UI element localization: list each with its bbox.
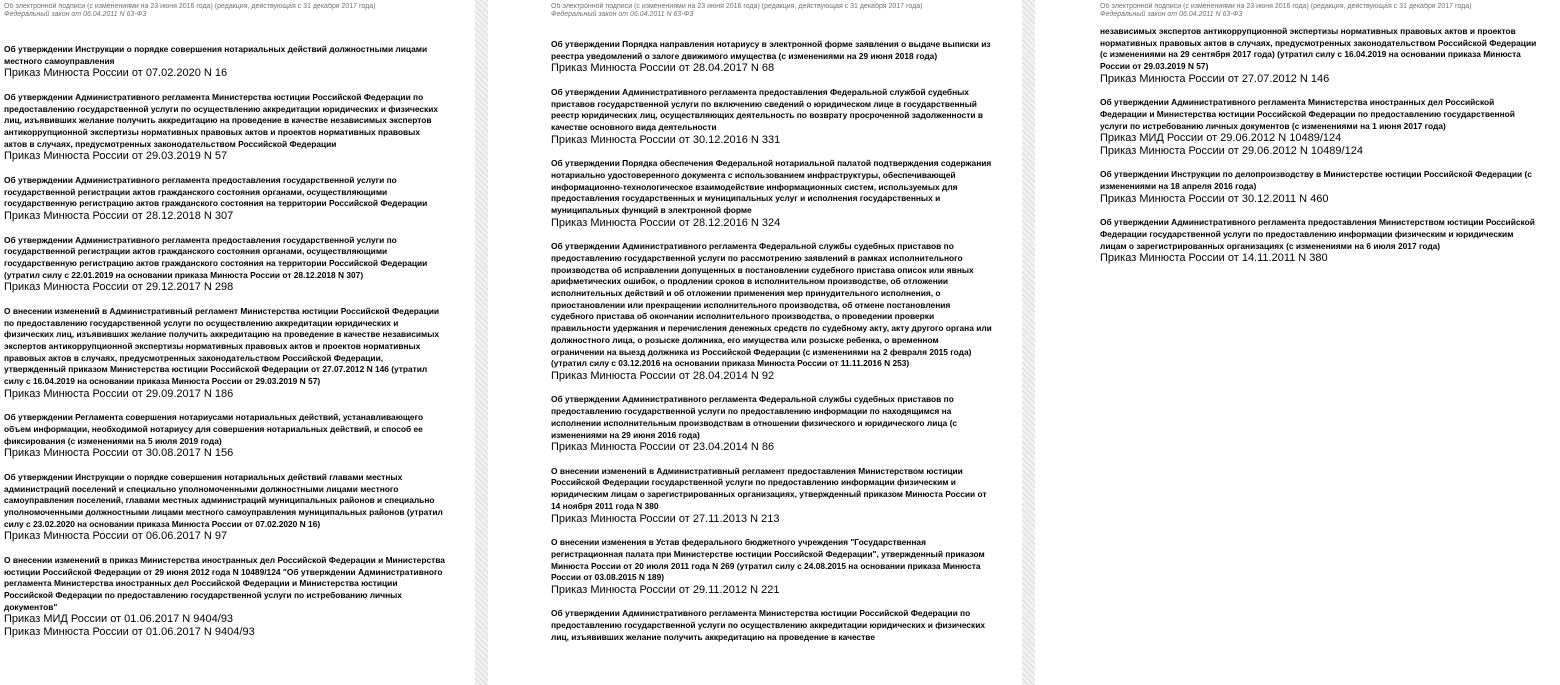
list-item[interactable] bbox=[551, 466, 992, 525]
list-item[interactable] bbox=[551, 158, 992, 229]
list-item[interactable] bbox=[551, 537, 992, 596]
list-item[interactable] bbox=[1100, 26, 1540, 85]
list-item[interactable] bbox=[1100, 169, 1540, 205]
page-gutter bbox=[1022, 0, 1035, 685]
list-item[interactable] bbox=[4, 472, 445, 543]
header-line-1: Об электронной подписи (с изменениями на 23 июня 2016 года) (редакция, действующая с 31 декабря 2017 года) bbox=[551, 3, 923, 10]
entry-order: Приказ Минюста России от 27.11.2013 N 213 bbox=[551, 512, 780, 525]
document-page-2[interactable] bbox=[488, 0, 1022, 685]
entry-order: Приказ Минюста России от 29.09.2017 N 186 bbox=[4, 387, 234, 400]
entry-title[interactable]: Об утверждении Порядка направления нотариусу в электронной форме заявления о выдаче выписки из реестра уведомлений о залоге движимого имущества (с изменениями на 29 июня 2018 года) bbox=[551, 39, 991, 61]
list-item[interactable] bbox=[4, 306, 445, 400]
page-header bbox=[1100, 3, 1540, 19]
list-item[interactable] bbox=[4, 44, 445, 80]
entry-title[interactable]: Об утверждении Инструкции о порядке совершения нотариальных действий главами местных администраций поселений и специально уполномоченными должностными лицами местного самоуправления поселений, главами местных администраций муниципальных районов и специально уполномоченными должностными лицами местного самоуправления муниципальных районов (утратил силу с 23.02.2020 на основании приказа Минюста России от 07.02.2020 N 16) bbox=[4, 471, 443, 529]
entry-order: Приказ Минюста России от 07.02.2020 N 16 bbox=[4, 67, 228, 80]
entry-order: Приказ Минюста России от 29.03.2019 N 57 bbox=[4, 150, 228, 163]
page-header bbox=[4, 3, 445, 19]
entry-order: Приказ Минюста России от 27.07.2012 N 146 bbox=[1100, 72, 1330, 85]
entry-title[interactable]: Об утверждении Порядка обеспечения Федеральной нотариальной палатой подтверждения содержания нотариально удостоверенного документа с использованием инфраструктуры, обеспечивающей информационно-технологическое взаимодействие информационных систем, используемых для предоставления государственных и муниципальных услуг и исполнения государственных и муниципальных функций в электронной форме bbox=[551, 158, 992, 216]
entry-order: Приказ Минюста России от 30.08.2017 N 156 bbox=[4, 447, 234, 460]
list-item[interactable] bbox=[551, 241, 992, 382]
page-header bbox=[551, 3, 992, 19]
list-item[interactable] bbox=[1100, 97, 1540, 157]
entry-order: Приказ Минюста России от 28.04.2017 N 68 bbox=[551, 62, 775, 75]
entry-order: Приказ Минюста России от 28.12.2018 N 307 bbox=[4, 210, 234, 223]
list-item[interactable] bbox=[4, 92, 445, 163]
list-item[interactable] bbox=[551, 608, 992, 643]
entry-title[interactable]: О внесении изменений в Административный регламент Министерства юстиции Российской Федерации по предоставлению государственной услуги по осуществлению аккредитации юридических и физических лиц, изъявивших желание получить аккредитацию на проведение в качестве независимых экспертов антикоррупционной экспертизы нормативных правовых актов и проектов нормативных правовых актов в случаях, предусмотренных законодательством Российской Федерации, утвержденный приказом Министерства юстиции Российской Федерации от 27.07.2012 N 146 (утратил силу с 16.04.2019 на основании приказа Минюста России от 29.03.2019 N 57) bbox=[4, 305, 440, 387]
entry-title[interactable]: Об утверждении Инструкции по делопроизводству в Министерстве юстиции Российской Федерации (с изменениями на 18 апреля 2016 года) bbox=[1100, 169, 1532, 192]
entry-order: Приказ Минюста России от 29.12.2017 N 298 bbox=[4, 281, 234, 294]
entry-order: Приказ Минюста России от 06.06.2017 N 97 bbox=[4, 530, 228, 543]
list-item[interactable] bbox=[551, 39, 992, 75]
list-item[interactable] bbox=[4, 175, 445, 223]
entry-order: Приказ Минюста России от 14.11.2011 N 380 bbox=[1100, 252, 1328, 265]
document-page-1[interactable] bbox=[0, 0, 475, 685]
header-line-1: Об электронной подписи (с изменениями на 23 июня 2016 года) (редакция, действующая с 31 декабря 2017 года) bbox=[1100, 3, 1472, 10]
entry-order: Приказ Минюста России от 30.12.2011 N 460 bbox=[1100, 192, 1329, 205]
list-item[interactable] bbox=[4, 235, 445, 294]
list-item[interactable] bbox=[551, 394, 992, 453]
entry-order: Приказ Минюста России от 29.06.2012 N 10489/124 bbox=[1100, 144, 1363, 157]
entry-title[interactable]: Об утверждении Административного регламента предоставления государственной услуги по государственной регистрации актов гражданского состояния органами, осуществляющими государственную регистрацию актов гражданского состояния на территории Российской Федерации bbox=[4, 174, 428, 209]
document-page-3[interactable] bbox=[1035, 0, 1560, 685]
list-item[interactable] bbox=[4, 412, 445, 460]
entry-order: Приказ МИД России от 01.06.2017 N 9404/93 bbox=[4, 613, 234, 626]
entry-order: Приказ МИД России от 29.06.2012 N 10489/124 bbox=[1100, 132, 1342, 145]
entry-order: Приказ Минюста России от 28.12.2016 N 324 bbox=[551, 216, 781, 229]
entries-list bbox=[4, 44, 445, 638]
entry-title[interactable]: Об утверждении Регламента совершения нотариусами нотариальных действий, устанавливающего объем информации, необходимой нотариусу для совершения нотариальных действий, и способ ее фиксирования (с изменениями на 5 июля 2019 года) bbox=[4, 412, 424, 446]
header-line-2: Федеральный закон от 06.04.2011 N 63-ФЗ bbox=[1100, 11, 1243, 18]
list-item[interactable] bbox=[551, 87, 992, 146]
entry-title[interactable]: Об утверждении Административного регламента Министерства юстиции Российской Федерации по предоставлению государственной услуги по осуществлению аккредитации юридических и физических лиц, изъявивших желание получить аккредитацию на проведение в качестве независимых экспертов антикоррупционной экспертизы нормативных правовых актов и проектов нормативных правовых актов в случаях, предусмотренных законодательством Российской Федерации bbox=[4, 91, 439, 149]
entry-title[interactable]: Об утверждении Административного регламента Министерства иностранных дел Российской Федерации и Министерства юстиции Российской Федерации по предоставлению государственной услуги по истребованию личных документов (с изменениями на 1 июня 2017 года) bbox=[1100, 97, 1515, 131]
entries-list bbox=[1100, 26, 1540, 265]
header-line-2: Федеральный закон от 06.04.2011 N 63-ФЗ bbox=[4, 11, 147, 18]
entries-list bbox=[551, 39, 992, 644]
entry-title[interactable]: О внесении изменений в приказ Министерства иностранных дел Российской Федерации и Министерства юстиции Российской Федерации от 29 июня 2012 года N 10489/124 "Об утверждении Административного регламента Министерства иностранных дел Российской Федерации и Министерства юстиции Российской Федерации по предоставлению государственной услуги по истребованию личных документов" bbox=[4, 554, 445, 612]
entry-order: Приказ Минюста России от 23.04.2014 N 86 bbox=[551, 441, 775, 454]
entry-order: Приказ Минюста России от 29.11.2012 N 221 bbox=[551, 583, 780, 596]
entry-title[interactable]: Об утверждении Инструкции о порядке совершения нотариальных действий должностными лицами местного самоуправления bbox=[4, 44, 428, 66]
list-item[interactable] bbox=[1100, 217, 1540, 265]
header-line-2: Федеральный закон от 06.04.2011 N 63-ФЗ bbox=[551, 11, 694, 18]
entry-order: Приказ Минюста России от 01.06.2017 N 9404/93 bbox=[4, 625, 255, 638]
entry-title[interactable]: Об утверждении Административного регламента предоставления Федеральной службой судебных приставов государственной услуги по включению сведений о юридическом лице в государственный реестр юридических лиц, осуществляющих деятельность по возврату просроченной задолженности в качестве основного вида деятельности bbox=[551, 86, 984, 133]
entry-title[interactable]: О внесении изменения в Устав федерального бюджетного учреждения "Государственная регистрационная палата при Министерстве юстиции Российской Федерации", утвержденный приказом Минюста России от 20 июля 2011 года N 269 (утратил силу с 24.08.2015 на основании приказа Минюста России от 03.08.2015 N 189) bbox=[551, 537, 985, 583]
header-line-1: Об электронной подписи (с изменениями на 23 июня 2016 года) (редакция, действующая с 31 декабря 2017 года) bbox=[4, 3, 376, 10]
page-gutter bbox=[475, 0, 488, 685]
entry-title[interactable]: Об утверждении Административного регламента Федеральной службы судебных приставов по предоставлению государственной услуги по предоставлению информации по находящимся на исполнении исполнительным производствам в отношении физического и юридического лица (с изменениями на 29 июня 2016 года) bbox=[551, 394, 958, 440]
entry-title[interactable]: Об утверждении Административного регламента Федеральной службы судебных приставов по предоставлению государственной услуги по рассмотрению заявлений в рамках исполнительного производства об исправлении допущенных в постановлении судебного пристава описок или явных арифметических ошибок, о продлении сроков в исполнительном производстве, об отложении исполнительных действий и об отложении применения мер принудительного исполнения, о приостановлении или прекращении исполнительного производства, об отмене постановления судебного пристава об окончании исполнительного производства, о проведении проверки правильности удержания и перечисления денежных средств по судебному акту, акту другого органа или должностного лица, о розыске должника, его имущества или розыске ребенка, о временном ограничении на выезд должника из Российской Федерации (с изменениями на 2 февраля 2015 года) (утратил силу с 03.12.2016 на основании приказа Минюста России от 11.11.2016 N 253) bbox=[551, 241, 992, 369]
list-item[interactable] bbox=[4, 555, 445, 639]
entry-title[interactable]: Об утверждении Административного регламента предоставления Министерством юстиции Российской Федерации государственной услуги по предоставлению информации физическим и юридическим лицам о зарегистрированных организациях (с изменениями на 6 июля 2017 года) bbox=[1100, 217, 1535, 251]
entry-order: Приказ Минюста России от 30.12.2016 N 331 bbox=[551, 133, 781, 146]
entry-title[interactable]: Об утверждении Административного регламента Министерства юстиции Российской Федерации по предоставлению государственной услуги по осуществлению аккредитации юридических и физических лиц, изъявивших желание получить аккредитацию на проведение в качестве bbox=[551, 608, 986, 642]
entry-title[interactable]: независимых экспертов антикоррупционной экспертизы нормативных правовых актов и проектов нормативных правовых актов в случаях, предусмотренных законодательством Российской Федерации (с изменениями на 29 сентября 2017 года) (утратил силу с 16.04.2019 на основании приказа Минюста России от 29.03.2019 N 57) bbox=[1100, 26, 1537, 72]
entry-order: Приказ Минюста России от 28.04.2014 N 92 bbox=[551, 369, 775, 382]
entry-title[interactable]: Об утверждении Административного регламента предоставления государственной услуги по государственной регистрации актов гражданского состояния органами, осуществляющими государственную регистрацию актов гражданского состояния на территории Российской Федерации (утратил силу с 22.01.2019 на основании приказа Минюста России от 28.12.2018 N 307) bbox=[4, 234, 428, 280]
entry-title[interactable]: О внесении изменений в Административный регламент предоставления Министерством юстиции Российской Федерации государственной услуги по предоставлению информации физическим и юридическим лицам о зарегистрированных организациях, утвержденный приказом Минюста России от 14 ноября 2011 года N 380 bbox=[551, 465, 987, 511]
